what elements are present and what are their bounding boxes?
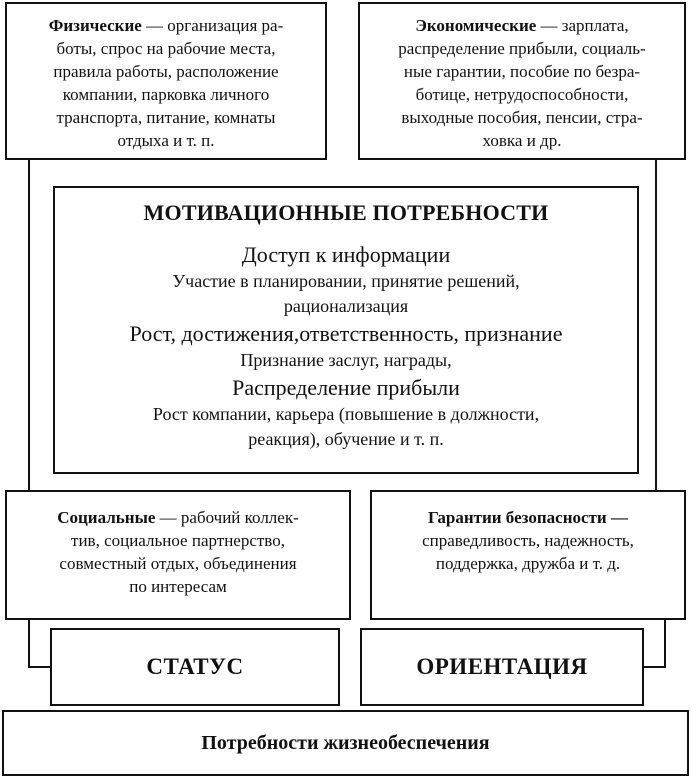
physical-line-0: — организация ра-: [141, 16, 284, 35]
connector-lower-left-horizontal: [28, 666, 50, 668]
center-item-1: Участие в планировании, принятие решений,: [172, 271, 520, 291]
security-line-0: справедливость, надежность,: [422, 531, 634, 550]
connector-left-vertical: [28, 160, 30, 490]
economic-line-0: — зарплата,: [536, 16, 629, 35]
physical-line-1: боты, спрос на рабочие места,: [56, 39, 276, 58]
physical-term: Физические: [48, 16, 142, 35]
center-item-4: Признание заслуг, награды,: [240, 350, 452, 370]
social-line-1: тив, социальное партнерство,: [71, 531, 285, 550]
center-item-2: рационализация: [283, 296, 409, 316]
status-label: СТАТУС: [146, 654, 244, 679]
connector-lower-right-vertical: [664, 620, 666, 668]
security-term: Гарантии безопасности —: [428, 508, 628, 527]
orientation-label: ОРИЕНТАЦИЯ: [416, 654, 588, 679]
basic-needs-box: [2, 710, 689, 776]
motivational-needs-title: МОТИВАЦИОННЫЕ ПОТРЕБНОСТИ: [143, 200, 549, 225]
social-line-0: — рабочий коллек-: [155, 508, 299, 527]
orientation-box: [360, 628, 644, 706]
economic-term: Экономические: [415, 16, 537, 35]
social-line-3: по интересам: [129, 577, 227, 596]
social-line-2: совместный отдых, объединения: [59, 554, 297, 573]
economic-line-5: ховка и др.: [482, 131, 562, 150]
center-item-0: Доступ к информации: [241, 242, 451, 267]
physical-line-3: компании, парковка личного: [62, 85, 270, 104]
economic-line-1: распределение прибыли, социаль-: [398, 39, 646, 58]
connector-lower-right-horizontal: [644, 666, 666, 668]
physical-line-5: отдыха и т. п.: [117, 131, 215, 150]
physical-line-4: транспорта, питание, комнаты: [56, 108, 276, 127]
connector-right-vertical: [655, 160, 657, 490]
economic-line-4: выходные пособия, пенсии, стра-: [401, 108, 643, 127]
social-term: Социальные: [57, 508, 156, 527]
motivational-needs-box: [53, 186, 639, 474]
center-item-7: реакция), обучение и т. п.: [248, 429, 444, 449]
center-item-6: Рост компании, карьера (повышение в должности,: [152, 404, 540, 424]
physical-needs-box: [5, 2, 327, 160]
center-item-5: Распределение прибыли: [232, 375, 460, 400]
connector-lower-left-vertical: [28, 620, 30, 668]
social-needs-box: [5, 490, 351, 620]
status-box: [50, 628, 340, 706]
center-item-3: Рост, достижения,ответственность, признание: [129, 321, 563, 346]
economic-line-3: ботице, нетрудоспособности,: [415, 85, 629, 104]
basic-needs-label: Потребности жизнеобеспечения: [201, 731, 490, 754]
security-line-1: поддержка, дружба и т. д.: [435, 554, 621, 573]
economic-line-2: ные гарантии, пособие по безра-: [403, 62, 641, 81]
economic-needs-box: [358, 2, 686, 160]
security-needs-box: [370, 490, 686, 620]
physical-line-2: правила работы, расположение: [53, 62, 279, 81]
